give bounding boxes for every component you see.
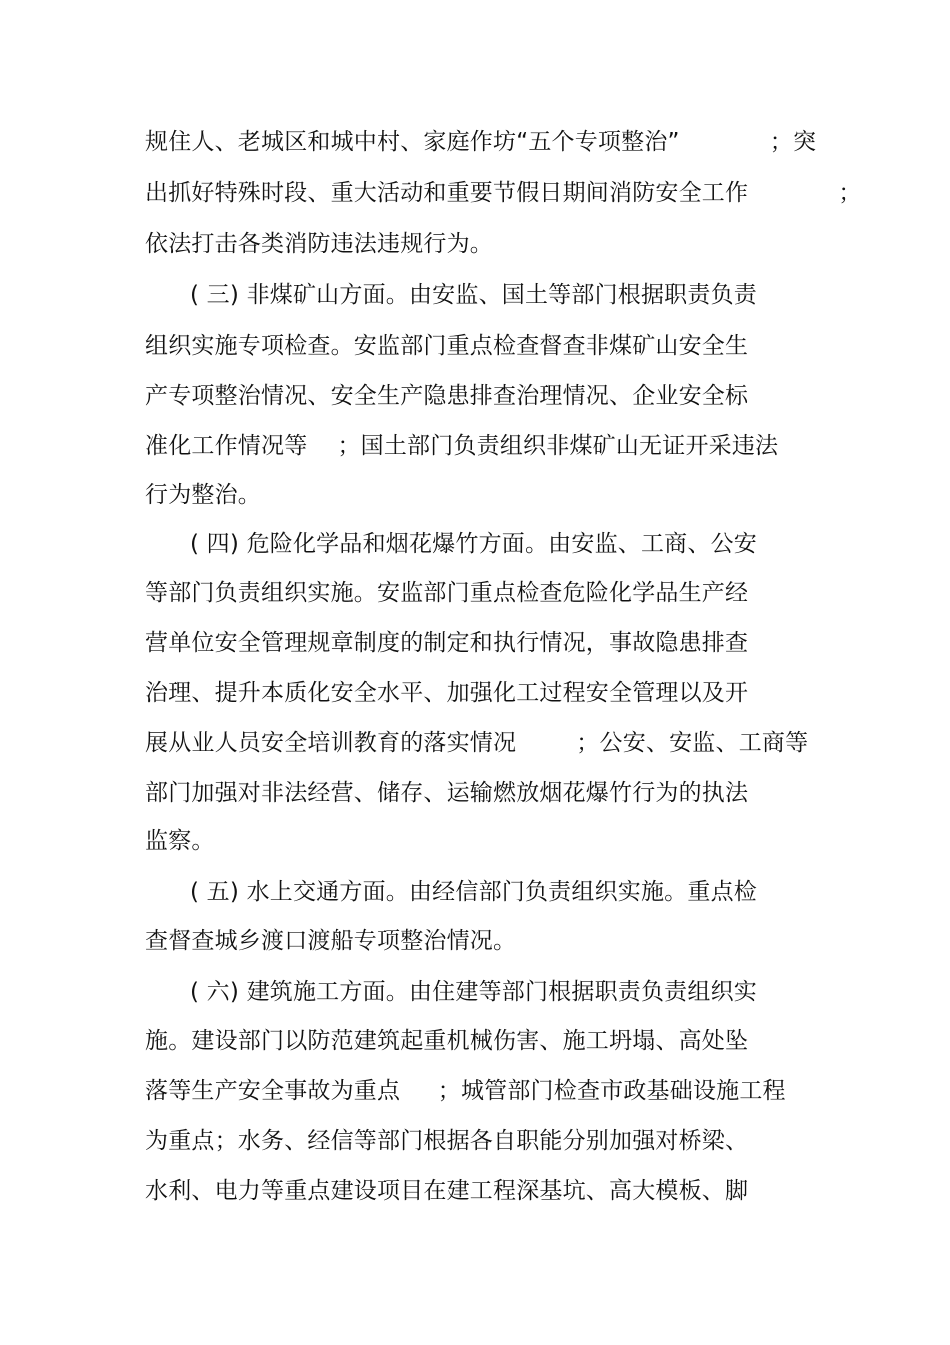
text-line: 查督查城乡渡口渡船专项整治情况。 (145, 928, 517, 954)
text-line: 监察。 (145, 828, 215, 854)
section-heading-5: ( 五) 水上交通方面。由经信部门负责组织实施。重点检 (190, 879, 757, 905)
text-line: 部门加强对非法经营、储存、运输燃放烟花爆竹行为的执法 (145, 780, 749, 806)
text-line: 施。建设部门以防范建筑起重机械伤害、施工坍塌、高处坠 (145, 1028, 749, 1054)
section-heading-3: ( 三) 非煤矿山方面。由安监、国土等部门根据职责负责 (190, 282, 757, 308)
text-line: 行为整治。 (145, 482, 261, 508)
section-heading-6: ( 六) 建筑施工方面。由住建等部门根据职责负责组织实 (190, 979, 757, 1005)
text-line: 产专项整治情况、安全生产隐患排查治理情况、企业安全标 (145, 383, 749, 409)
text-line: 治理、提升本质化安全水平、加强化工过程安全管理以及开 (145, 680, 749, 706)
text-line: 营单位安全管理规章制度的制定和执行情况，事故隐患排查 (145, 630, 749, 656)
text-line: 展从业人员安全培训教育的落实情况 ；公安、安监、工商等 (145, 730, 809, 756)
text-line: 准化工作情况等 ；国土部门负责组织非煤矿山无证开采违法 (145, 433, 779, 459)
text-line: 组织实施专项检查。安监部门重点检查督查非煤矿山安全生 (145, 333, 749, 359)
text-line: 等部门负责组织实施。安监部门重点检查危险化学品生产经 (145, 580, 749, 606)
text-line: 依法打击各类消防违法违规行为。 (145, 231, 493, 257)
text-line: 为重点；水务、经信等部门根据各自职能分别加强对桥梁、 (145, 1128, 749, 1154)
text-line: 水利、电力等重点建设项目在建工程深基坑、高大模板、脚 (145, 1178, 749, 1204)
text-line: 规住人、老城区和城中村、家庭作坊“五个专项整治” ；突 (145, 129, 817, 155)
text-line: 出抓好特殊时段、重大活动和重要节假日期间消防安全工作 ； (145, 180, 862, 206)
section-heading-4: ( 四) 危险化学品和烟花爆竹方面。由安监、工商、公安 (190, 531, 757, 557)
text-line: 落等生产安全事故为重点 ；城管部门检查市政基础设施工程 (145, 1078, 786, 1104)
